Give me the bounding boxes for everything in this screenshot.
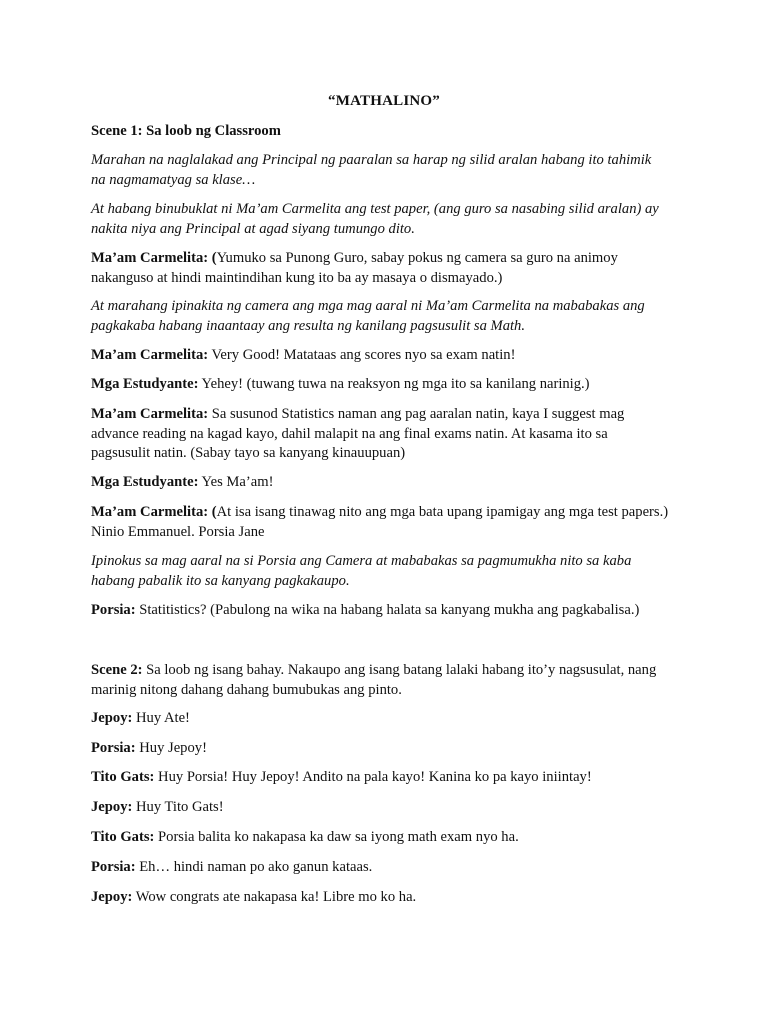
scene-paragraph	[91, 661, 669, 700]
dialogue-text: Yes Ma’am!	[198, 474, 274, 490]
dialogue-text: Huy Jepoy!	[135, 740, 207, 756]
dialogue-text: Yehey! (tuwang tuwa na reaksyon ng mga ito sa kanilang narinig.)	[198, 376, 590, 392]
dialogue-text: Wow congrats ate nakapasa ka! Libre mo ko ha.	[132, 889, 417, 905]
scene-label: Scene 2:	[91, 662, 143, 678]
narration-text: Ipinokus sa mag aaral na si Porsia ang Camera at mababakas sa pagmumukha nito sa kaba habang pabalik ito sa kanyang pagkakaupo.	[91, 553, 632, 589]
speaker-name: Tito Gats:	[91, 769, 155, 785]
dialogue-line	[91, 346, 669, 366]
dialogue-text: Porsia balita ko nakapasa ka daw sa iyong math exam nyo ha.	[154, 829, 519, 845]
narration-paragraph	[91, 297, 669, 336]
dialogue-text: Huy Ate!	[132, 710, 190, 726]
narration-paragraph	[91, 552, 669, 591]
scene-heading-text: Scene 1: Sa loob ng Classroom	[91, 123, 281, 139]
narration-text: At habang binubuklat ni Ma’am Carmelita ang test paper, (ang guro sa nasabing silid aralan) ay nakita niya ang Principal at agad siyang tumungo dito.	[91, 201, 659, 237]
scene-description: Sa loob ng isang bahay. Nakaupo ang isang batang lalaki habang ito’y nagsusulat, nang marinig nitong dahang dahang bumubukas ang pinto.	[91, 662, 657, 698]
speaker-name: Ma’am Carmelita: (	[91, 504, 217, 520]
speaker-name: Ma’am Carmelita: (	[91, 250, 217, 266]
dialogue-line	[91, 888, 669, 908]
speaker-name: Ma’am Carmelita:	[91, 347, 209, 363]
dialogue-text: Sa susunod Statistics naman ang pag aaralan natin, kaya I suggest mag advance reading na kagad kayo, dahil malapit na ang final exams natin. At kasama ito sa pagsusulit natin. (Sabay tayo sa kanyang kinauupuan)	[91, 406, 625, 461]
dialogue-text: Statitistics? (Pabulong na wika na habang halata sa kanyang mukha ang pagkabalisa.)	[135, 602, 640, 618]
dialogue-line	[91, 405, 669, 464]
narration-text: At marahang ipinakita ng camera ang mga mag aaral ni Ma’am Carmelita na mababakas ang pagkakaba habang inaantaay ang resulta ng kanilang pagsusulit sa Math.	[91, 298, 645, 334]
speaker-name: Porsia:	[91, 602, 136, 618]
narration-paragraph	[91, 151, 669, 190]
speaker-name: Porsia:	[91, 740, 136, 756]
dialogue-line	[91, 503, 669, 542]
scene-heading	[91, 122, 669, 142]
dialogue-text: Huy Porsia! Huy Jepoy! Andito na pala kayo! Kanina ko pa kayo iniintay!	[154, 769, 592, 785]
speaker-name: Ma’am Carmelita:	[91, 406, 209, 422]
dialogue-text: Eh… hindi naman po ako ganun kataas.	[135, 859, 373, 875]
dialogue-text: At isa isang tinawag nito ang mga bata upang ipamigay ang mga test papers.) Ninio Emmanuel. Porsia Jane	[91, 504, 669, 540]
dialogue-line	[91, 798, 669, 818]
dialogue-line	[91, 768, 669, 788]
speaker-name: Porsia:	[91, 859, 136, 875]
dialogue-text: Huy Tito Gats!	[132, 799, 224, 815]
document-title: “MATHALINO”	[328, 93, 440, 109]
dialogue-line	[91, 858, 669, 878]
dialogue-text: Very Good! Matataas ang scores nyo sa exam natin!	[208, 347, 516, 363]
dialogue-line	[91, 709, 669, 729]
dialogue-text: Yumuko sa Punong Guro, sabay pokus ng camera sa guro na animoy nakanguso at hindi maintindihan kung ito ba ay masaya o dismayado.)	[91, 250, 618, 286]
dialogue-line	[91, 739, 669, 759]
speaker-name: Jepoy:	[91, 710, 133, 726]
dialogue-line	[91, 828, 669, 848]
speaker-name: Jepoy:	[91, 889, 133, 905]
dialogue-line	[91, 473, 669, 493]
dialogue-line	[91, 375, 669, 395]
speaker-name: Jepoy:	[91, 799, 133, 815]
speaker-name: Mga Estudyante:	[91, 474, 199, 490]
dialogue-line	[91, 249, 669, 288]
speaker-name: Mga Estudyante:	[91, 376, 199, 392]
narration-paragraph	[91, 200, 669, 239]
speaker-name: Tito Gats:	[91, 829, 155, 845]
dialogue-line	[91, 601, 669, 621]
narration-text: Marahan na naglalakad ang Principal ng paaralan sa harap ng silid aralan habang ito tahimik na nagmamatyag sa klase…	[91, 152, 652, 188]
